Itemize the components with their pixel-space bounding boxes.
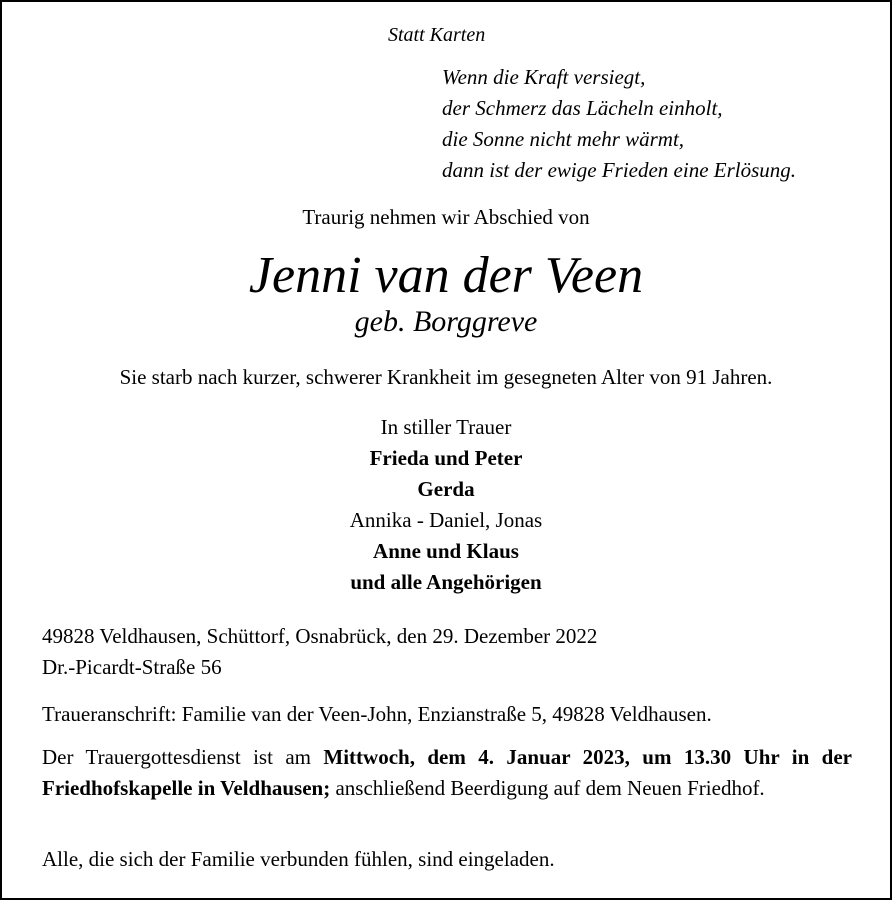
poem <box>442 62 796 186</box>
street-address: Dr.-Picardt-Straße 56 <box>42 655 222 679</box>
mourner-line: Frieda und Peter <box>369 446 523 470</box>
mourner-line: Gerda <box>417 477 475 501</box>
mourning-address: Traueranschrift: Familie van der Veen-John, Enzianstraße 5, 49828 Veldhausen. <box>42 702 712 726</box>
service-date-location: Mittwoch, dem 4. Januar 2023, um 13.30 Uhr in der Friedhofskapelle in Veldhausen; <box>42 745 852 800</box>
farewell-intro: Traurig nehmen wir Abschied von <box>302 205 590 229</box>
mourner-line: Anne und Klaus <box>373 539 519 563</box>
mourners-heading: In stiller Trauer <box>380 415 512 439</box>
poem-line: die Sonne nicht mehr wärmt, <box>442 127 685 151</box>
invitation-text: Alle, die sich der Familie verbunden fühlen, sind eingeladen. <box>42 847 555 871</box>
death-note: Sie starb nach kurzer, schwerer Krankheit im gesegneten Alter von 91 Jahren. <box>119 365 773 389</box>
poem-line: dann ist der ewige Frieden eine Erlösung. <box>442 158 797 182</box>
service-suffix: anschließend Beerdigung auf dem Neuen Friedhof. <box>330 776 765 800</box>
birth-name: geb. Borggreve <box>354 305 538 338</box>
place-date-line: 49828 Veldhausen, Schüttorf, Osnabrück, den 29. Dezember 2022 <box>42 624 598 648</box>
statt-karten-label: Statt Karten <box>388 24 486 46</box>
service-prefix: Der Trauergottesdienst ist am <box>42 745 324 769</box>
mourner-line: und alle Angehörigen <box>350 570 542 594</box>
mourners-block <box>2 412 890 598</box>
poem-line: der Schmerz das Lächeln einholt, <box>442 96 723 120</box>
deceased-name: Jenni van der Veen <box>248 247 644 304</box>
place-and-date <box>42 621 852 683</box>
mourner-line: Annika - Daniel, Jonas <box>349 508 543 532</box>
poem-line: Wenn die Kraft versiegt, <box>442 65 646 89</box>
funeral-service-info <box>42 742 852 804</box>
